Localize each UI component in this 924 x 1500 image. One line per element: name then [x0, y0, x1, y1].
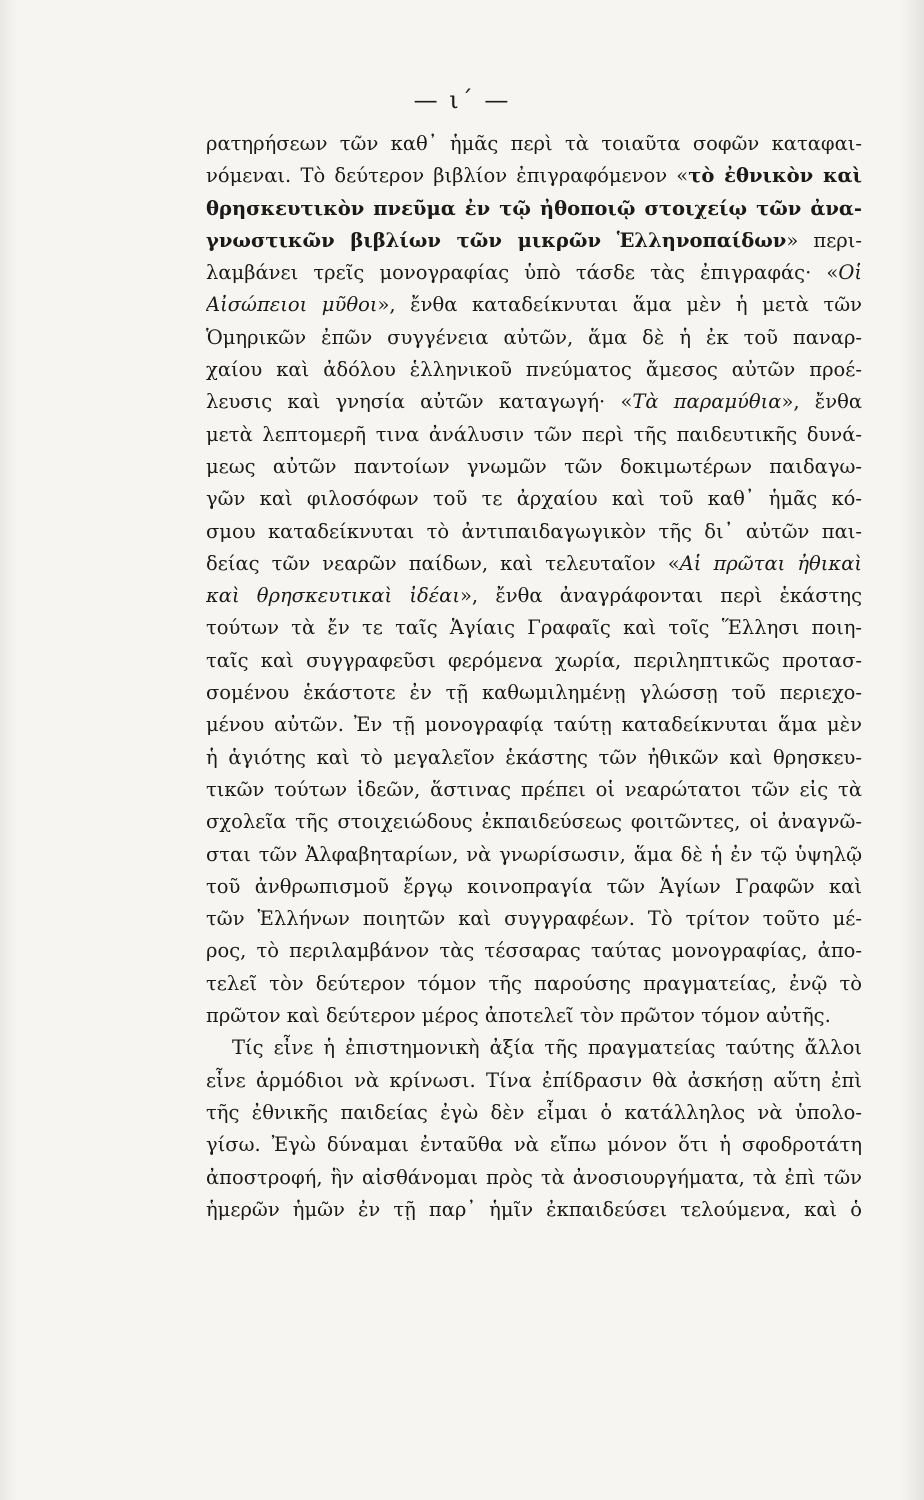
text-line — [206, 160, 862, 192]
bold-title-text: γνωστικῶν βιβλίων τῶν μικρῶν Ἑλληνοπαίδων — [206, 228, 787, 252]
paragraph — [206, 1032, 862, 1226]
text-line — [206, 483, 862, 515]
text-line — [206, 516, 862, 548]
text-run: νόμεναι. Τὸ δεύτερον βιβλίον ἐπιγραφόμενον « — [206, 164, 689, 188]
text-line — [206, 1032, 862, 1064]
text-run: ἀποστροφή, ἣν αἰσθάνομαι πρὸς τὰ ἀνοσιουργήματα, τὰ ἐπὶ τῶν — [206, 1165, 862, 1189]
text-run: τούτων τὰ ἔν τε ταῖς Ἁγίαις Γραφαῖς καὶ τοῖς Ἕλλησι ποιη- — [206, 616, 862, 640]
text-run: πρῶτον καὶ δεύτερον μέρος ἀποτελεῖ τὸν πρῶτον τόμον αὐτῆς. — [206, 1004, 831, 1028]
text-run: λευσις καὶ γνησία αὐτῶν καταγωγή· « — [206, 390, 633, 414]
text-run: » περι- — [786, 228, 862, 252]
text-line — [206, 128, 862, 160]
text-run: τικῶν τούτων ἰδεῶν, ἅστινας πρέπει οἱ νεαρώτατοι τῶν εἰς τὰ — [206, 777, 862, 801]
bold-title-text: τὸ ἐθνικὸν καὶ — [688, 164, 862, 188]
text-line — [206, 1162, 862, 1194]
text-run: γίσω. Ἐγὼ δύναμαι ἐνταῦθα νὰ εἴπω μόνον ὅτι ἡ σφοδροτάτη — [206, 1133, 862, 1157]
text-run: λαμβάνει τρεῖς μονογραφίας ὑπὸ τάσδε τὰς ἐπιγραφάς· « — [206, 261, 839, 285]
text-run: σμου καταδείκνυται τὸ ἀντιπαιδαγωγικὸν τῆς δι᾽ αὐτῶν παι- — [206, 519, 862, 543]
text-run: ἡμερῶν ἡμῶν ἐν τῇ παρ᾽ ἡμῖν ἐκπαιδεύσει τελούμενα, καὶ ὁ — [206, 1197, 862, 1221]
page-number: — ι΄ — — [413, 86, 511, 114]
text-line — [206, 580, 862, 612]
text-line — [206, 806, 862, 838]
text-line — [206, 548, 862, 580]
text-line — [206, 968, 862, 1000]
text-line — [206, 1129, 862, 1161]
text-run: », ἔνθα — [781, 390, 862, 414]
text-line — [206, 1065, 862, 1097]
text-line — [206, 386, 862, 418]
italic-title-text: Αἱ πρῶται ἠθικαὶ — [679, 551, 862, 575]
text-run: σται τῶν Ἀλφαβηταρίων, νὰ γνωρίσωσιν, ἅμα δὲ ἡ ἐν τῷ ὑψηλῷ — [206, 842, 862, 866]
text-run: ταῖς καὶ συγγραφεῦσι φερόμενα χωρία, περιληπτικῶς προτασ- — [206, 648, 862, 672]
text-line — [206, 1097, 862, 1129]
text-run: Ὁμηρικῶν ἐπῶν συγγένεια αὐτῶν, ἅμα δὲ ἡ ἐκ τοῦ παναρ- — [206, 325, 862, 349]
text-line — [206, 774, 862, 806]
text-run: σομένου ἑκάστοτε ἐν τῇ καθωμιλημένῃ γλώσσῃ τοῦ περιεχο- — [206, 681, 862, 705]
italic-title-text: Οἱ — [838, 261, 862, 285]
text-run: γῶν καὶ φιλοσόφων τοῦ τε ἀρχαίου καὶ τοῦ καθ᾽ ἡμᾶς κό- — [206, 487, 862, 511]
text-run: ρατηρήσεων τῶν καθ᾽ ἡμᾶς περὶ τὰ τοιαῦτα σοφῶν καταφαι- — [206, 132, 862, 155]
text-line — [206, 193, 862, 225]
text-line — [206, 322, 862, 354]
text-line — [206, 935, 862, 967]
text-run: χαίου καὶ ἀδόλου ἑλληνικοῦ πνεύματος ἄμεσος αὐτῶν προέ- — [206, 358, 862, 382]
italic-title-text: Τὰ παραμύθια — [632, 390, 782, 414]
text-run: τῆς ἐθνικῆς παιδείας ἐγὼ δὲν εἶμαι ὁ κατάλληλος νὰ ὑπολο- — [206, 1100, 862, 1124]
text-line — [206, 645, 862, 677]
text-line — [206, 612, 862, 644]
text-line — [206, 903, 862, 935]
text-run: ρος, τὸ περιλαμβάνον τὰς τέσσαρας ταύτας μονογραφίας, ἀπο- — [206, 939, 862, 963]
text-line — [206, 839, 862, 871]
text-line — [206, 677, 862, 709]
text-line — [206, 871, 862, 903]
body-text — [206, 128, 862, 1226]
text-line — [206, 1000, 862, 1032]
bold-title-text: θρησκευτικὸν πνεῦμα ἐν τῷ ἠθοποιῷ στοιχείῳ τῶν ἀνα- — [206, 196, 862, 220]
text-line — [206, 289, 862, 321]
text-run: », ἔνθα ἀναγράφονται περὶ ἑκάστης — [460, 584, 862, 608]
text-run: τῶν Ἑλλήνων ποιητῶν καὶ συγγραφέων. Τὸ τρίτον τοῦτο μέ- — [206, 907, 862, 931]
paragraph — [206, 128, 862, 1032]
text-run: τοῦ ἀνθρωπισμοῦ ἔργῳ κοινοπραγία τῶν Ἁγίων Γραφῶν καὶ — [206, 874, 862, 898]
italic-title-text: Αἰσώπειοι μῦθοι — [206, 293, 378, 317]
text-run: τελεῖ τὸν δεύτερον τόμον τῆς παρούσης πραγματείας, ἐνῷ τὸ — [206, 971, 862, 995]
text-run: ἡ ἁγιότης καὶ τὸ μεγαλεῖον ἑκάστης τῶν ἠθικῶν καὶ θρησκευ- — [206, 745, 862, 769]
text-run: μεως αὐτῶν παντοίων γνωμῶν τῶν δοκιμωτέρων παιδαγω- — [206, 454, 862, 478]
text-run: », ἔνθα καταδείκνυται ἅμα μὲν ἡ μετὰ τῶν — [377, 293, 862, 317]
text-run: μένου αὐτῶν. Ἐν τῇ μονογραφίᾳ ταύτῃ καταδείκνυται ἅμα μὲν — [206, 713, 862, 737]
text-line — [206, 354, 862, 386]
text-run: δείας τῶν νεαρῶν παίδων, καὶ τελευταῖον « — [206, 551, 680, 575]
italic-title-text: καὶ θρησκευτικαὶ ἰδέαι — [206, 584, 460, 608]
text-run: σχολεῖα τῆς στοιχειώδους ἐκπαιδεύσεως φοιτῶντες, οἱ ἀναγνῶ- — [206, 810, 862, 834]
text-line — [206, 419, 862, 451]
text-line — [206, 257, 862, 289]
text-line — [206, 451, 862, 483]
text-run: εἶνε ἁρμόδιοι νὰ κρίνωσι. Τίνα ἐπίδρασιν θὰ ἀσκήσῃ αὕτη ἐπὶ — [206, 1068, 862, 1092]
text-line — [206, 1194, 862, 1226]
text-line — [206, 225, 862, 257]
text-line — [206, 709, 862, 741]
text-run: Τίς εἶνε ἡ ἐπιστημονικὴ ἀξία τῆς πραγματείας ταύτης ἄλλοι — [232, 1036, 862, 1060]
text-run: μετὰ λεπτομερῆ τινα ἀνάλυσιν τῶν περὶ τῆς παιδευτικῆς δυνά- — [206, 422, 862, 446]
text-line — [206, 742, 862, 774]
